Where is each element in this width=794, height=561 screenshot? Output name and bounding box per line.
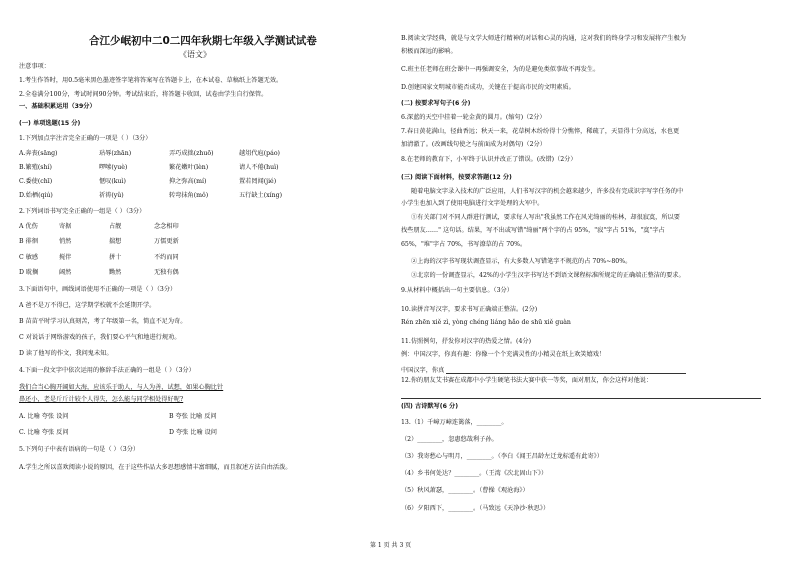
q2-d-4: 无独有偶 — [154, 269, 179, 276]
q11-example: 例：中国汉字，你真有趣：你像一个个充满灵性的小精灵在纸上欢笑嬉戏！ — [401, 351, 606, 358]
part3-heading: (三) 阅读下面材料，按要求答题(12 分) — [401, 174, 512, 181]
material-line1: 随着电脑文字录入技术的广泛应用，人们书写汉字的机会越来越少，许多没有完成识字写字任务的中 — [411, 188, 684, 195]
q1-c-2: 惬叹(kuì) — [99, 178, 126, 185]
q1-d-3: 转弯抹角(mǒ) — [169, 192, 209, 199]
q2-c-1: C 敏感 — [19, 254, 39, 261]
q2-option-d — [19, 270, 274, 276]
q2-b-1: B 徘徊 — [19, 238, 38, 245]
q1-b-2: 啰嗦(yuè) — [99, 164, 128, 171]
q1-option-a — [19, 151, 339, 157]
q12-answer-blank[interactable] — [401, 392, 761, 399]
poem-6: （6）夕阳西下，________。（马致远《天净沙·秋思》） — [401, 505, 550, 512]
q2-a-1: A 优伤 — [19, 223, 38, 230]
q4-option-d: D 夸张 比喻 设问 — [169, 429, 217, 436]
q1-d-1: D.始栖(qiú) — [19, 192, 53, 199]
q1-c-4: 置若罔闻(jié) — [239, 178, 277, 185]
question-9: 9.从材料中概括出一句主要信息。（3分） — [401, 287, 513, 294]
q4-passage-line1: 我们合当心胸开阔如大海，应该乐于助人，与人为善，试想，如果心胸比针 — [19, 384, 224, 391]
q1-b-4: 请人不倦(huì) — [239, 164, 279, 171]
q1-c-1: C.委使(chī) — [19, 178, 53, 185]
q3-option-b: B 苗苗平时学习认真刻苦，考了年级第一名，简直不足为奇。 — [19, 318, 187, 325]
q1-a-3: 弄巧成拙(zhuō) — [169, 150, 214, 157]
poem-5: （5）秋风萧瑟，________。（曹操《观沧海》） — [401, 487, 529, 494]
q5-option-c: C.班主任老师在班会课中一再强调安全，为的是避免类似事故不再发生。 — [401, 66, 600, 73]
note-1: 1.考生作答时，用0.5毫米黑色墨迹签字笔将答案写在答题卡上，在本试卷、草稿纸上答题无效。 — [19, 77, 283, 84]
q2-d-2: 阔然 — [59, 269, 72, 276]
q2-a-3: 占靓 — [109, 223, 122, 230]
q1-option-c — [19, 179, 339, 185]
question-6: 6.深蓝的天空中挂着一轮金黄的圆月。(缩句)（2分） — [401, 114, 546, 121]
q1-option-d — [19, 193, 339, 199]
q11-fill — [401, 367, 686, 374]
part4-heading: (四) 古诗默写(6 分) — [401, 403, 459, 410]
exam-subtitle: 《语文》 — [179, 50, 211, 59]
q1-b-3: 繁花嫩叶(lèn) — [169, 164, 209, 171]
question-11: 11.仿照例句，抒发你对汉字的热爱之情。(4分) — [401, 338, 531, 345]
poem-4: （4）乡书何处达？________。（王湾《次北固山下》） — [401, 470, 548, 477]
material-line2: 小学生也加入到了使用电脑进行文字处理的大军中。 — [401, 200, 544, 207]
q1-c-3: 抑之弥高(mí) — [169, 178, 207, 185]
exam-title: 合江少岷初中二0二四年秋期七年级入学测试试卷 — [89, 35, 317, 47]
q3-option-c: C 对说话于网络游戏的孩子，我们要心平气和地进行规劝。 — [19, 334, 181, 341]
question-7: 7.春日黄花满山，径曲香远；秋天一来，花草树木纷纷得十分憔悴，稀疏了，天显得十分高远，水也更 — [401, 128, 680, 135]
poem-1: 13.（1）千嶂万嶂连篱落，________。 — [401, 419, 508, 426]
q2-option-b — [19, 239, 274, 245]
q4-option-a: A. 比喻 夸张 设问 — [19, 413, 69, 420]
poem-3: （3）我寄愁心与明月，________。（李白《闻王昌龄左迁龙标遥有此寄》） — [401, 453, 603, 460]
question-7-cont: 加清澈了。(改画线句使之与前面成为对偶句)（2分） — [401, 141, 546, 148]
q11-fill-prefix: 中国汉字，你真 — [401, 366, 445, 374]
q2-c-3: 拼十 — [109, 254, 122, 261]
q1-b-1: B.繁殖(shí) — [19, 164, 52, 171]
question-1: 1.下列加点字注音完全正确的一项是（ ）（3分） — [19, 135, 152, 142]
q2-option-a — [19, 224, 274, 230]
q5-option-b-cont: 积极而深远的影响。 — [401, 48, 457, 55]
q2-a-2: 寄据 — [59, 223, 72, 230]
question-8: 8.在老师的教育下，小军终于认识并改正了错误。(改错)（2分） — [401, 156, 577, 163]
q1-d-4: 五行缺土(xíng) — [239, 192, 282, 199]
material-line4: 找些朋友……" 这句话。结果，写不出或写错"绮丽"两个字的占 95%，"寂"字占 51%，"寞"字占 — [401, 227, 665, 234]
part2-heading: (二) 按要求写句子(6 分) — [401, 100, 471, 107]
question-5: 5.下列句子中表有语病的一句是（ ）（3分） — [19, 446, 140, 453]
q4-options-row2 — [19, 430, 319, 436]
q12-answer-line — [401, 392, 761, 399]
page-number: 第 1 页 共 3 页 — [370, 542, 412, 549]
question-2: 2.下列词语书写完全正确的一组是（ ）（3分） — [19, 208, 146, 215]
material-line3: ①有关部门对不同人群进行测试，要求每人写出"我虽然工作在风光绮丽的桂林，却很寂寞，所以要 — [411, 214, 680, 221]
question-4: 4.下面一段文字中依次运用的修辞手法正确的一组是（ ）（3分） — [19, 367, 195, 374]
q1-a-4: 越俎代庖(páo) — [239, 150, 280, 157]
question-10: 10.读拼音写汉字，要求书写正确端正整洁。(2分) — [401, 306, 538, 313]
q1-option-b — [19, 165, 339, 171]
q2-d-1: D 耽搁 — [19, 269, 39, 276]
q11-answer-blank[interactable] — [446, 367, 686, 374]
q5-option-d: D.创建国家文明城市能否成功，关键在于提高市民的文明素质。 — [401, 84, 575, 91]
q3-option-a: A 爸不是万不得已，这学期学校就不会延期开学。 — [19, 302, 156, 309]
q2-option-c — [19, 255, 274, 261]
q4-option-c: C. 比喻 夸张 反问 — [19, 429, 69, 436]
material-line7: ③北京的一份调查显示，42%的小学生汉字书写达不到语文课程标准所规定的正确端正整洁的要求。 — [411, 272, 685, 279]
q5-option-a: A.学生之所以喜欢阅读小说的原因，在于这些作品大多思想感情丰富细腻，而且叙述方法自由活泼。 — [19, 464, 292, 471]
q2-b-4: 万儒更新 — [154, 238, 179, 245]
material-line5: 65%，"堆"字占 70%，书写潦草的占 70%。 — [401, 241, 527, 248]
question-12: 12.你的朋友艾书赛在成都中小学生硬笔书法大赛中获一等奖，面对朋友，你会这样对他说： — [401, 377, 653, 384]
q2-b-2: 悄然 — [59, 238, 72, 245]
material-line6: ②上海的汉字书写现状调查显示，有大多数人写错笔字不规范的占 70%~80%。 — [411, 258, 632, 265]
q4-options-row1 — [19, 414, 319, 420]
q1-a-2: 玷辱(zhān) — [99, 150, 132, 157]
q2-a-4: 念念相印 — [154, 223, 179, 230]
notes-heading: 注意事项： — [19, 63, 50, 70]
q2-b-3: 揣想 — [109, 238, 122, 245]
part1-heading: 一、基础积累运用（39分） — [19, 103, 96, 110]
q2-c-2: 搅伴 — [59, 254, 72, 261]
q1-a-1: A.奔丧(sānɡ) — [19, 150, 58, 157]
q2-c-4: 不约而同 — [154, 254, 179, 261]
poem-2: （2）________，忽惠悠哉利子孙。 — [401, 436, 498, 443]
single-choice-heading: (一) 单项选题(15 分) — [19, 120, 81, 127]
pinyin-line: Rén zhēn xiě zì, yòng chéng liáng hǎo de shū xiě guàn — [401, 319, 571, 326]
question-3: 3.下面语句中，画线词语使用不正确的一项是（ ）（3分） — [19, 286, 177, 293]
q5-option-b: B.阅读文学经典，就是与文学大师进行精神的对话和心灵的沟通，这对我们的终身学习和发展将产生极为 — [401, 35, 686, 42]
q2-d-3: 黝然 — [109, 269, 122, 276]
note-2: 2.全卷满分100分，考试时间90分钟。考试结束后，将答题卡收回，试卷由学生自行保管。 — [19, 91, 268, 98]
q3-option-d: D 读了他写的作文，我问鬼未知。 — [19, 350, 113, 357]
q4-passage-line2: 鼻还小，老是斤斤计较个人得失，怎么能与同学相处得好呢? — [19, 396, 184, 403]
q1-d-2: 祈祷(yǔ) — [99, 192, 124, 199]
q4-option-b: B 夸张 比喻 反问 — [169, 413, 217, 420]
